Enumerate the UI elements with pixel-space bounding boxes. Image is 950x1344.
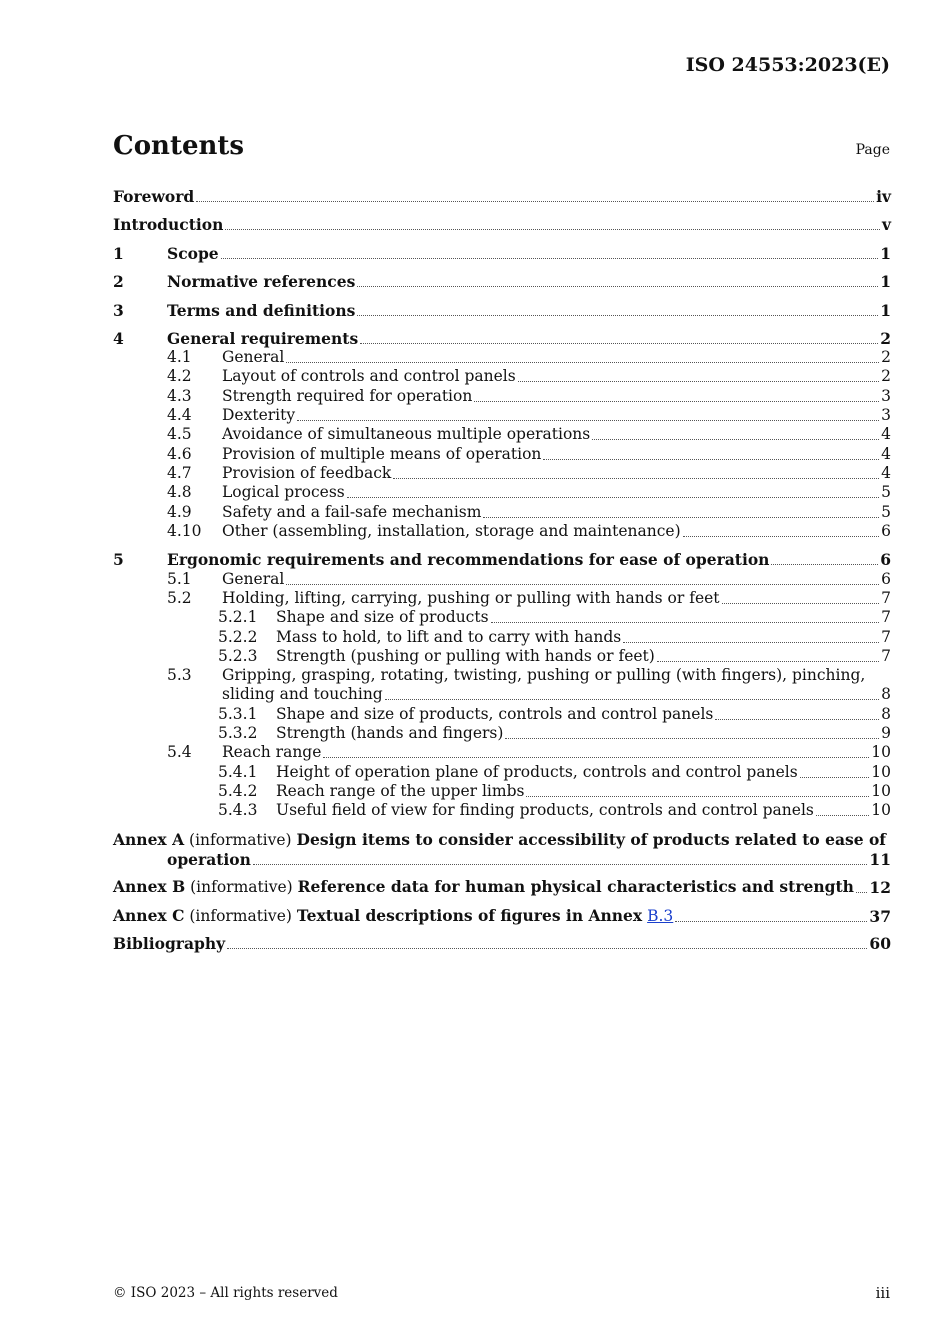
toc-clause-4-9[interactable] [113, 503, 891, 522]
leader-dots [715, 719, 879, 720]
toc-page: 1 [880, 301, 891, 320]
toc-introduction[interactable] [113, 215, 891, 234]
annex-type: (informative) [189, 831, 292, 849]
page-column-label: Page [855, 142, 890, 158]
toc-clause-5-4-3[interactable] [113, 801, 891, 820]
toc-page: 37 [869, 907, 891, 926]
toc-page: 7 [881, 628, 891, 646]
leader-dots [657, 661, 879, 662]
toc-title: General [222, 348, 285, 366]
leader-dots [771, 564, 878, 565]
toc-page: 12 [869, 878, 891, 897]
toc-title: Strength (pushing or pulling with hands or feet) [276, 647, 655, 665]
leader-dots [491, 622, 880, 623]
toc-page: 2 [880, 329, 891, 348]
toc-title: Scope [167, 244, 219, 263]
toc-page: 10 [871, 782, 891, 800]
toc-page: 7 [881, 589, 891, 607]
toc-page: v [881, 215, 891, 234]
toc-title-line-2: operation [167, 850, 251, 869]
toc-clause-5-4-1[interactable] [113, 763, 891, 782]
toc-page: 5 [881, 503, 891, 521]
toc-clause-5-2-3[interactable] [113, 647, 891, 666]
annex-label: Annex C [113, 906, 185, 925]
toc-clause-5-1[interactable] [113, 570, 891, 589]
toc-page: 2 [881, 367, 891, 385]
leader-dots [816, 815, 869, 816]
toc-title: Mass to hold, to lift and to carry with hands [276, 628, 622, 646]
toc-title: Other (assembling, installation, storage and maintenance) [222, 522, 681, 540]
toc-page: 3 [881, 406, 891, 424]
toc-title: Foreword [113, 187, 195, 206]
leader-dots [856, 892, 868, 893]
leader-dots [357, 315, 878, 316]
toc-title: Shape and size of products [276, 608, 489, 626]
toc-clause-4[interactable] [113, 329, 891, 348]
toc-page: 6 [880, 550, 891, 569]
leader-dots [347, 497, 879, 498]
toc-number: 5.2.2 [218, 628, 258, 646]
toc-number: 4.8 [167, 483, 192, 501]
leader-dots [483, 517, 879, 518]
toc-title: Reach range of the upper limbs [276, 782, 525, 800]
toc-number: 2 [113, 272, 124, 291]
toc-clause-5-2-2[interactable] [113, 628, 891, 647]
leader-dots [800, 777, 870, 778]
toc-page: 4 [881, 425, 891, 443]
toc-clause-4-1[interactable] [113, 348, 891, 367]
toc-title: Reach range [222, 743, 322, 761]
toc-number: 5.4 [167, 743, 192, 761]
toc-title: Provision of multiple means of operation [222, 445, 542, 463]
toc-number: 5.2.3 [218, 647, 258, 665]
toc-clause-5-2[interactable] [113, 589, 891, 608]
leader-dots [225, 229, 880, 230]
leader-dots [227, 948, 867, 949]
toc-clause-4-5[interactable] [113, 425, 891, 444]
annex-label: Annex A [113, 830, 185, 849]
toc-number: 4.10 [167, 522, 202, 540]
toc-clause-4-8[interactable] [113, 483, 891, 502]
toc-title-line-1: Design items to consider accessibility of products related to ease of [296, 830, 886, 849]
toc-page: 1 [880, 244, 891, 263]
leader-dots [592, 439, 879, 440]
toc-page: 11 [869, 850, 891, 869]
toc-page: 5 [881, 483, 891, 501]
toc-title: Layout of controls and control panels [222, 367, 516, 385]
leader-dots [297, 420, 879, 421]
toc-page: 60 [869, 934, 891, 953]
toc-page: 1 [880, 272, 891, 291]
toc-title: Strength (hands and fingers) [276, 724, 504, 742]
annex-b3-link[interactable]: B.3 [647, 907, 674, 925]
leader-dots [393, 478, 879, 479]
toc-title: Avoidance of simultaneous multiple operations [222, 425, 591, 443]
toc-clause-4-3[interactable] [113, 387, 891, 406]
toc-page: 8 [881, 685, 891, 703]
leader-dots [385, 699, 879, 700]
leader-dots [357, 286, 878, 287]
toc-title: Dexterity [222, 406, 296, 424]
leader-dots [323, 757, 869, 758]
toc-clause-5-4[interactable] [113, 743, 891, 762]
toc-page: 4 [881, 464, 891, 482]
leader-dots [286, 584, 879, 585]
toc-number: 1 [113, 244, 124, 263]
toc-title: Logical process [222, 483, 345, 501]
leader-dots [505, 738, 879, 739]
toc-clause-5-2-1[interactable] [113, 608, 891, 627]
leader-dots [196, 201, 874, 202]
toc-clause-5-3-2[interactable] [113, 724, 891, 743]
contents-heading: Contents [113, 131, 245, 161]
toc-number: 4.7 [167, 464, 192, 482]
toc-number: 4.3 [167, 387, 192, 405]
toc-clause-4-7[interactable] [113, 464, 891, 483]
toc-annex-c[interactable] [113, 906, 891, 926]
toc-clause-5-3-1[interactable] [113, 705, 891, 724]
toc-page: 8 [881, 705, 891, 723]
toc-number: 5.2 [167, 589, 192, 607]
leader-dots [360, 343, 878, 344]
toc-clause-4-4[interactable] [113, 406, 891, 425]
toc-number: 4.9 [167, 503, 192, 521]
toc-page: 7 [881, 608, 891, 626]
toc-title: Provision of feedback [222, 464, 392, 482]
footer-page-number: iii [875, 1284, 890, 1302]
footer-copyright: © ISO 2023 – All rights reserved [113, 1285, 338, 1301]
toc-title: Useful field of view for finding products, controls and control panels [276, 801, 814, 819]
toc-title: Ergonomic requirements and recommendations for ease of operation [167, 550, 770, 569]
toc-clause-5-4-2[interactable] [113, 782, 891, 801]
toc-clause-5[interactable] [113, 550, 891, 569]
toc-title: Safety and a fail-safe mechanism [222, 503, 482, 521]
toc-number: 5.4.1 [218, 763, 258, 781]
toc-clause-4-10[interactable] [113, 522, 891, 541]
leader-dots [675, 921, 867, 922]
toc-number: 5.2.1 [218, 608, 258, 626]
toc-page: 3 [881, 387, 891, 405]
toc-page: 6 [881, 522, 891, 540]
toc-title: Bibliography [113, 934, 226, 953]
toc-title: General requirements [167, 329, 359, 348]
toc-title: Introduction [113, 215, 224, 234]
toc-title-line-1: Gripping, grasping, rotating, twisting, pushing or pulling (with fingers), pinching, [222, 666, 866, 684]
toc-annex-a[interactable] [113, 830, 891, 869]
toc-page: 7 [881, 647, 891, 665]
toc-page: iv [876, 187, 891, 206]
toc-number: 4 [113, 329, 124, 348]
toc-number: 4.5 [167, 425, 192, 443]
toc-number: 5.3 [167, 666, 192, 684]
toc-number: 4.2 [167, 367, 192, 385]
toc-title: General [222, 570, 285, 588]
toc-clause-2[interactable] [113, 272, 891, 291]
leader-dots [221, 258, 879, 259]
toc-clause-3[interactable] [113, 301, 891, 320]
toc-clause-5-3[interactable] [113, 666, 891, 704]
toc-title: Shape and size of products, controls and control panels [276, 705, 714, 723]
toc-clause-4-6[interactable] [113, 445, 891, 464]
leader-dots [286, 362, 879, 363]
toc-title: Terms and definitions [167, 301, 356, 320]
toc-page: 9 [881, 724, 891, 742]
toc-number: 4.1 [167, 348, 192, 366]
toc-number: 5.3.2 [218, 724, 258, 742]
leader-dots [253, 864, 868, 865]
toc-number: 5.4.2 [218, 782, 258, 800]
toc-title: Textual descriptions of figures in Annex [296, 906, 643, 925]
toc-foreword[interactable] [113, 187, 891, 206]
toc-annex-b[interactable] [113, 877, 891, 897]
toc-number: 5.3.1 [218, 705, 258, 723]
toc-bibliography[interactable] [113, 934, 891, 953]
annex-type: (informative) [189, 907, 292, 925]
toc-page: 10 [871, 763, 891, 781]
leader-dots [543, 459, 879, 460]
toc-title: Normative references [167, 272, 356, 291]
toc-title: Strength required for operation [222, 387, 473, 405]
leader-dots [683, 536, 880, 537]
toc-title: Reference data for human physical characteristics and strength [297, 877, 854, 896]
annex-type: (informative) [190, 878, 293, 896]
toc-clause-4-2[interactable] [113, 367, 891, 386]
toc-number: 3 [113, 301, 124, 320]
toc-page: 2 [881, 348, 891, 366]
leader-dots [474, 401, 879, 402]
leader-dots [623, 642, 879, 643]
toc-number: 4.4 [167, 406, 192, 424]
toc-number: 5 [113, 550, 124, 569]
toc-title: Height of operation plane of products, controls and control panels [276, 763, 798, 781]
leader-dots [526, 796, 869, 797]
toc-clause-1[interactable] [113, 244, 891, 263]
toc-number: 5.1 [167, 570, 192, 588]
toc-page: 10 [871, 801, 891, 819]
toc-number: 5.4.3 [218, 801, 258, 819]
toc-page: 10 [871, 743, 891, 761]
leader-dots [518, 381, 879, 382]
leader-dots [722, 603, 880, 604]
annex-label: Annex B [113, 877, 186, 896]
toc-page: 6 [881, 570, 891, 588]
document-id: ISO 24553:2023(E) [685, 54, 890, 76]
toc-number: 4.6 [167, 445, 192, 463]
toc-title-line-2: sliding and touching [222, 685, 383, 703]
toc-page: 4 [881, 445, 891, 463]
toc-title: Holding, lifting, carrying, pushing or pulling with hands or feet [222, 589, 720, 607]
